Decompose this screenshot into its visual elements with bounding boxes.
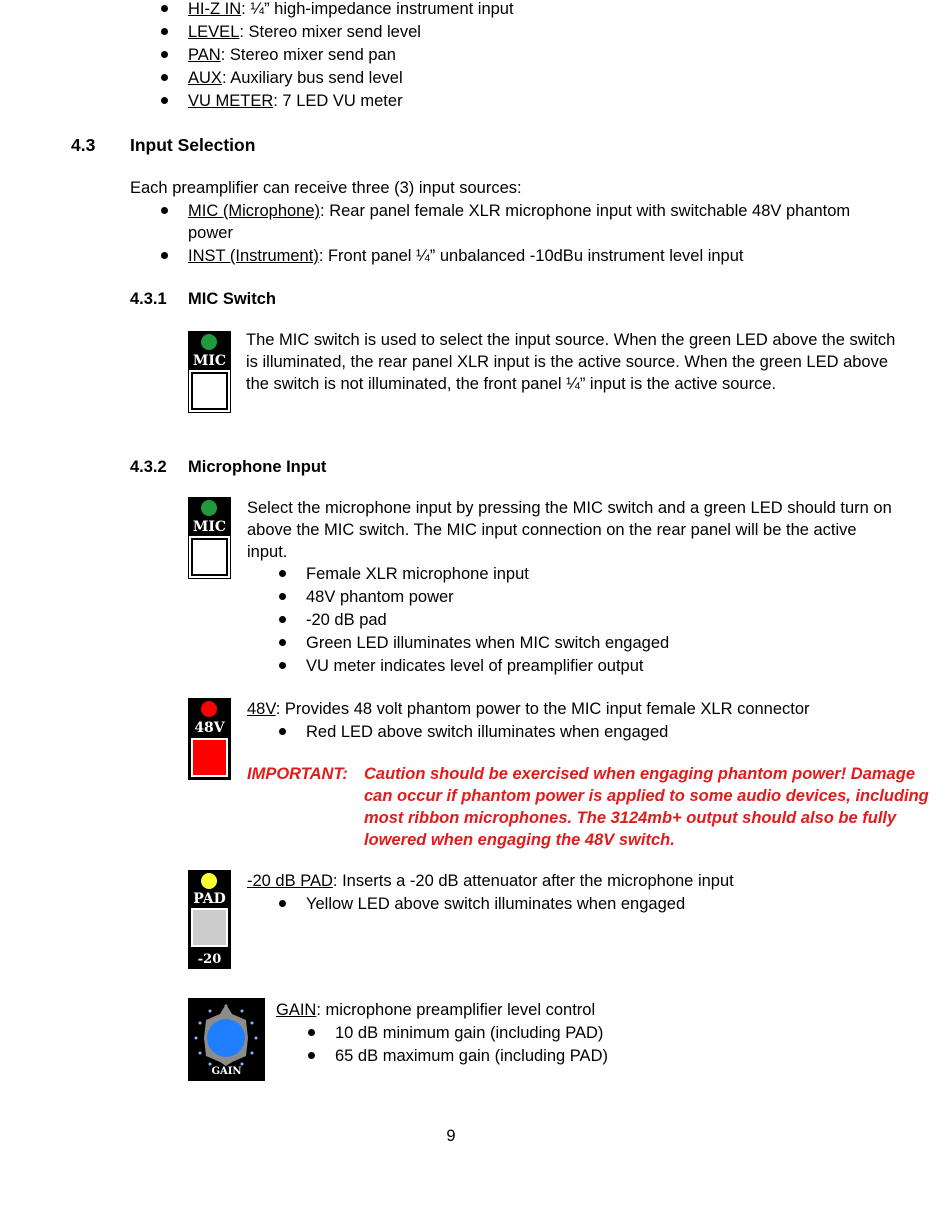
term: 48V (247, 700, 276, 718)
list-item: Green LED illuminates when MIC switch engaged (306, 634, 670, 652)
subsection-title: MIC Switch (188, 290, 277, 308)
red-led-icon (201, 701, 217, 717)
section-intro: Each preamplifier can receive three (3) input sources: (130, 179, 522, 197)
important-line: most ribbon microphones. The 3124mb+ output should also be fully (364, 809, 897, 827)
term: PAN (188, 46, 221, 64)
yellow-led-icon (201, 873, 217, 889)
paragraph-line: The MIC switch is used to select the input source. When the green LED above the switch (246, 331, 896, 349)
description: : microphone preamplifier level control (316, 1001, 596, 1019)
description: : Stereo mixer send level (239, 23, 421, 41)
list-item (188, 245, 744, 267)
list-item (188, 67, 403, 89)
paragraph-line: the switch is not illuminated, the front panel ¼” input is the active source. (246, 375, 777, 393)
mic-switch-button[interactable] (191, 538, 228, 576)
pad-switch-button[interactable] (191, 908, 228, 947)
term: INST (Instrument) (188, 247, 319, 265)
list-item (188, 44, 396, 66)
list-item (188, 200, 850, 222)
list-item: VU meter indicates level of preamplifier output (306, 657, 644, 675)
phantom-48v-panel (188, 698, 231, 780)
pad-panel (188, 870, 231, 969)
term: HI-Z IN (188, 0, 242, 18)
term: AUX (188, 69, 222, 87)
description: : ¼” high-impedance instrument input (241, 0, 514, 18)
list-item: 48V phantom power (306, 588, 454, 606)
panel-label: MIC (192, 353, 227, 369)
green-led-icon (201, 500, 217, 516)
term: MIC (Microphone) (188, 202, 321, 220)
panel-label: PAD (193, 891, 226, 907)
pad-description (247, 870, 734, 892)
subsection-number: 4.3.1 (130, 290, 167, 308)
description: : Provides 48 volt phantom power to the MIC input female XLR connector (275, 700, 810, 718)
description: : Auxiliary bus send level (221, 69, 403, 87)
paragraph-line: above the MIC switch. The MIC input connection on the rear panel will be the active (247, 521, 857, 539)
list-item (188, 21, 421, 43)
important-line: can occur if phantom power is applied to some audio devices, including (364, 787, 929, 805)
list-item (188, 90, 403, 112)
description: : Rear panel female XLR microphone input with switchable 48V phantom (320, 202, 851, 220)
list-item: -20 dB pad (306, 611, 387, 629)
phantom-48v-switch-button[interactable] (191, 738, 228, 777)
section-title: Input Selection (130, 135, 256, 155)
subsection-title: Microphone Input (188, 458, 327, 476)
list-item (188, 0, 514, 20)
important-line: lowered when engaging the 48V switch. (364, 831, 675, 849)
paragraph-line: Select the microphone input by pressing the MIC switch and a green LED should turn on (247, 499, 892, 517)
paragraph-line: input. (247, 543, 288, 561)
description: : 7 LED VU meter (273, 92, 403, 110)
gain-description (276, 999, 595, 1021)
list-item: 65 dB maximum gain (including PAD) (335, 1047, 608, 1065)
description: : Front panel ¼” unbalanced -10dBu instrument level input (318, 247, 744, 265)
term: LEVEL (188, 23, 240, 41)
description: : Inserts a -20 dB attenuator after the microphone input (332, 872, 734, 890)
green-led-icon (201, 334, 217, 350)
mic-switch-panel (188, 497, 231, 579)
important-label: IMPORTANT: (247, 765, 348, 783)
list-item-continuation: power (188, 224, 233, 242)
mic-switch-panel (188, 331, 231, 413)
mic-switch-button[interactable] (191, 372, 228, 410)
list-item: 10 dB minimum gain (including PAD) (335, 1024, 604, 1042)
panel-label: 48V (194, 720, 225, 736)
section-number: 4.3 (71, 135, 96, 155)
panel-label: MIC (192, 519, 227, 535)
subsection-number: 4.3.2 (130, 458, 167, 476)
gain-panel (188, 998, 265, 1081)
panel-label: GAIN (211, 1066, 242, 1077)
page-number: 9 (446, 1127, 456, 1145)
list-item: Yellow LED above switch illuminates when engaged (306, 895, 686, 913)
description: : Stereo mixer send pan (220, 46, 396, 64)
term: VU METER (188, 92, 274, 110)
panel-sublabel: -20 (197, 952, 222, 967)
important-line: Caution should be exercised when engaging phantom power! Damage (364, 765, 915, 783)
paragraph-line: is illuminated, the rear panel XLR input is the active source. When the green LED above (246, 353, 889, 371)
list-item: Female XLR microphone input (306, 565, 529, 583)
term: GAIN (276, 1001, 317, 1019)
list-item: Red LED above switch illuminates when engaged (306, 723, 669, 741)
term: -20 dB PAD (247, 872, 333, 890)
phantom-description (247, 698, 810, 720)
